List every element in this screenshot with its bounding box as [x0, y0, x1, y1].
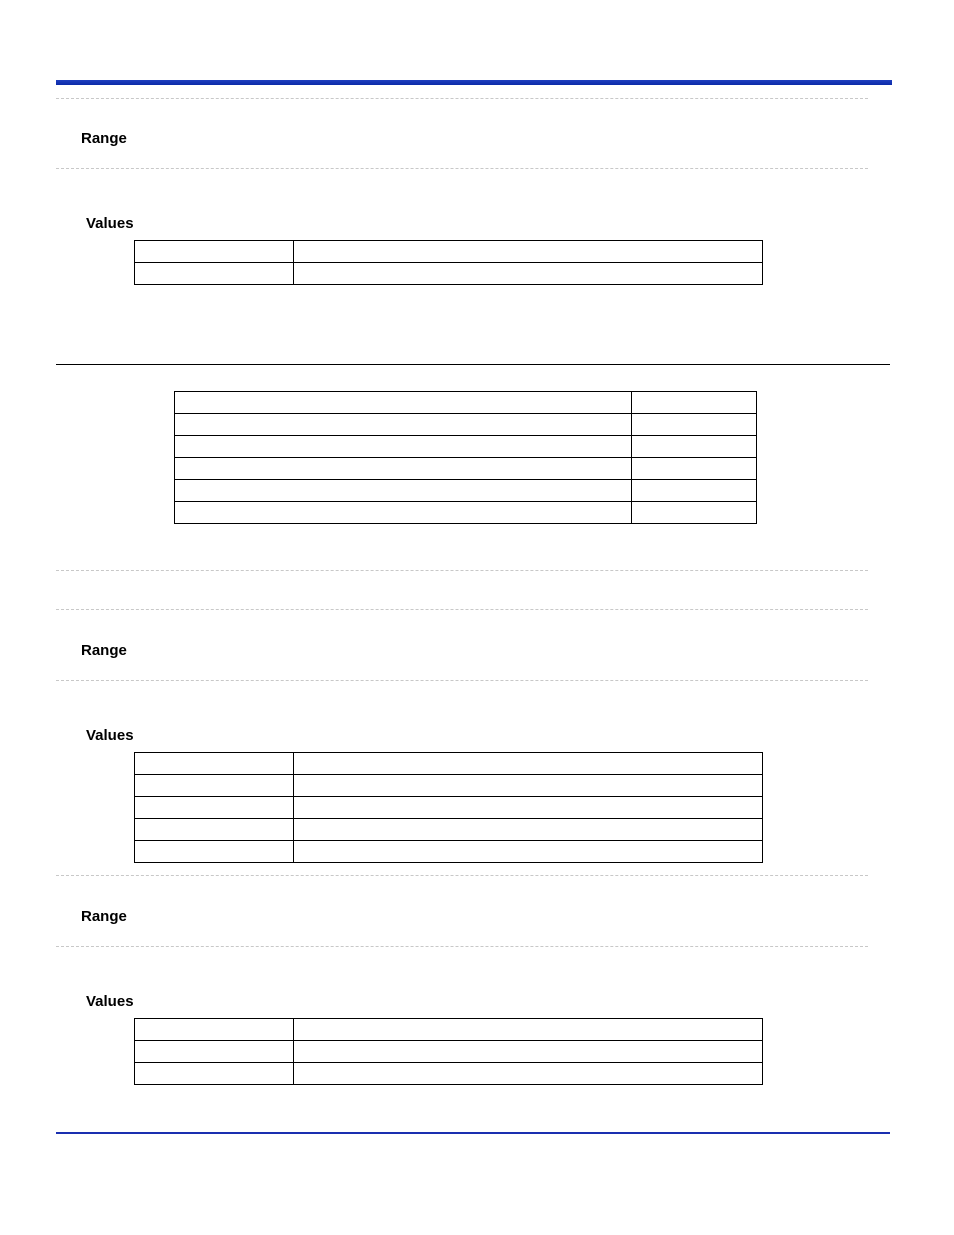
table-cell — [632, 414, 757, 436]
table-row — [135, 1019, 763, 1041]
table-row — [135, 819, 763, 841]
table-row — [135, 753, 763, 775]
table-cell — [135, 797, 294, 819]
dashed-separator — [56, 168, 868, 169]
table-cell — [293, 753, 762, 775]
table-cell — [293, 775, 762, 797]
table-cell — [135, 263, 294, 285]
range-label: Range — [81, 908, 127, 925]
middle-table — [174, 391, 757, 524]
range-label: Range — [81, 642, 127, 659]
table-cell — [135, 841, 294, 863]
table-cell — [135, 1063, 294, 1085]
table-cell — [135, 775, 294, 797]
table-row — [135, 241, 763, 263]
range-label: Range — [81, 130, 127, 147]
table-cell — [135, 1041, 294, 1063]
table-row — [135, 841, 763, 863]
table-cell — [293, 241, 762, 263]
values-table — [134, 1018, 763, 1085]
table-row — [175, 392, 757, 414]
values-table — [134, 752, 763, 863]
table-cell — [293, 1063, 762, 1085]
header-rule — [56, 80, 892, 85]
table-cell — [632, 436, 757, 458]
table-row — [135, 1063, 763, 1085]
table-cell — [293, 263, 762, 285]
dashed-separator — [56, 946, 868, 947]
table-cell — [293, 797, 762, 819]
table-row — [135, 775, 763, 797]
table-cell — [293, 841, 762, 863]
table-row — [175, 458, 757, 480]
values-label: Values — [86, 215, 134, 232]
table-row — [135, 263, 763, 285]
table-row — [175, 436, 757, 458]
table-cell — [632, 392, 757, 414]
dashed-separator — [56, 570, 868, 571]
footer-rule — [56, 1132, 890, 1134]
dashed-separator — [56, 98, 868, 99]
table-cell — [135, 241, 294, 263]
table-row — [135, 1041, 763, 1063]
values-label: Values — [86, 727, 134, 744]
dashed-separator — [56, 680, 868, 681]
table-cell — [135, 753, 294, 775]
section-divider — [56, 364, 890, 365]
table-cell — [293, 819, 762, 841]
table-cell — [175, 502, 632, 524]
table-row — [135, 797, 763, 819]
table-cell — [632, 458, 757, 480]
values-table — [134, 240, 763, 285]
table-cell — [175, 480, 632, 502]
table-cell — [175, 436, 632, 458]
table-cell — [175, 392, 632, 414]
table-cell — [135, 1019, 294, 1041]
table-cell — [632, 480, 757, 502]
dashed-separator — [56, 609, 868, 610]
dashed-separator — [56, 875, 868, 876]
table-row — [175, 414, 757, 436]
table-cell — [135, 819, 294, 841]
table-cell — [293, 1041, 762, 1063]
table-cell — [175, 414, 632, 436]
table-cell — [293, 1019, 762, 1041]
table-cell — [175, 458, 632, 480]
table-cell — [632, 502, 757, 524]
values-label: Values — [86, 993, 134, 1010]
table-row — [175, 502, 757, 524]
table-row — [175, 480, 757, 502]
